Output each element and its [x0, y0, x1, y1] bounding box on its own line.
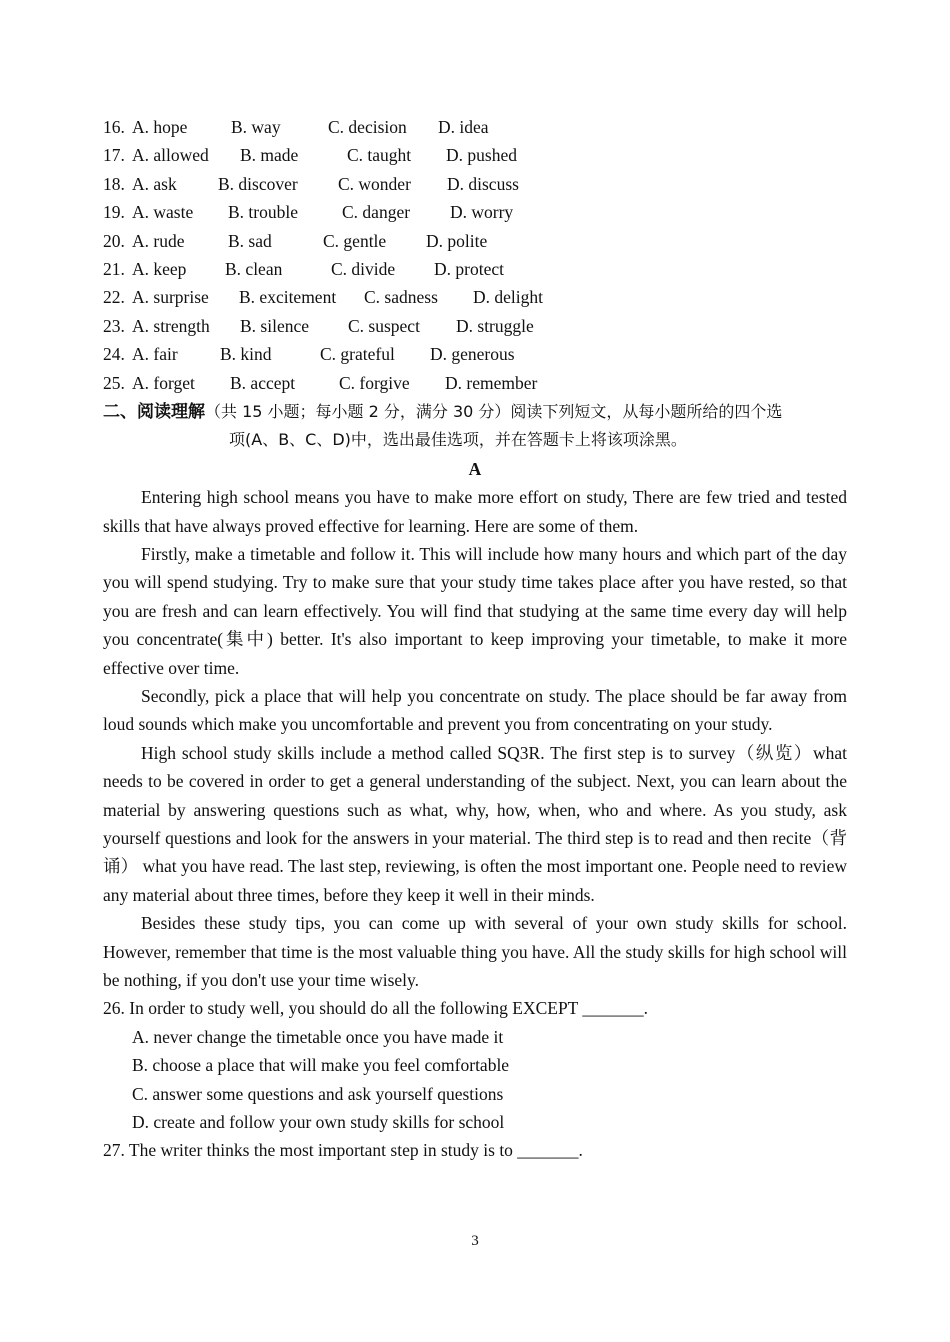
answer-choice-c: C. answer some questions and ask yourself questions	[132, 1083, 504, 1104]
option-row-18	[103, 170, 847, 198]
option-b: B. discover	[218, 173, 298, 194]
option-a: A. forget	[132, 372, 195, 393]
question-27	[103, 1136, 847, 1164]
option-b: B. made	[240, 145, 299, 166]
option-row-17	[103, 141, 847, 169]
answer-choice-d: D. create and follow your own study skills for school	[132, 1112, 505, 1133]
option-a: A. fair	[132, 344, 178, 365]
option-a: A. strength	[132, 315, 210, 336]
option-d: D. worry	[450, 202, 514, 223]
option-c: C. forgive	[339, 372, 410, 393]
option-b: B. accept	[230, 372, 296, 393]
option-d: D. delight	[473, 287, 543, 308]
question-number: 23.	[103, 315, 125, 336]
option-row-21	[103, 255, 847, 283]
passage-title: A	[468, 458, 482, 479]
passage-paragraph: Secondly, pick a place that will help you concentrate on study. The place should be far away from loud sounds which make you uncomfortable and prevent you from concentrating on your study.	[103, 685, 847, 735]
question-number: 20.	[103, 230, 125, 251]
option-c: C. wonder	[338, 173, 411, 194]
option-a: A. waste	[132, 202, 194, 223]
option-a: A. keep	[132, 258, 187, 279]
option-b: B. kind	[220, 344, 272, 365]
passage-paragraph: Besides these study tips, you can come up with several of your own study skills for school. However, remember that time is the most valuable thing you have. All the study skills for high school will be nothing, if you don't use your time wisely.	[103, 913, 847, 991]
option-row-25	[103, 369, 847, 397]
option-d: D. remember	[445, 372, 538, 393]
option-a: A. allowed	[132, 145, 209, 166]
option-row-24	[103, 340, 847, 368]
page-number: 3	[471, 1233, 479, 1249]
question-number: 21.	[103, 258, 125, 279]
question-number: 25.	[103, 372, 125, 393]
option-row-16	[103, 113, 847, 141]
option-d: D. protect	[434, 258, 504, 279]
option-row-20	[103, 227, 847, 255]
option-b: B. trouble	[228, 202, 298, 223]
question-number: 17.	[103, 145, 125, 166]
question-number: 19.	[103, 202, 125, 223]
section-instruction: （共 15 小题；每小题 2 分，满分 30 分）阅读下列短文，从每小题所给的四个选	[205, 401, 783, 421]
option-c: C. decision	[328, 117, 407, 137]
section-instruction-continued: 项(A、B、C、D)中，选出最佳选项，并在答题卡上将该项涂黑。	[229, 430, 687, 450]
option-d: D. discuss	[447, 173, 519, 194]
option-a: A. ask	[132, 173, 177, 194]
question-number: 22.	[103, 287, 125, 308]
answer-choice-a: A. never change the timetable once you have made it	[132, 1026, 504, 1047]
option-d: D. struggle	[456, 315, 534, 336]
option-d: D. idea	[438, 117, 489, 137]
option-c: C. suspect	[348, 315, 420, 336]
option-d: D. pushed	[446, 145, 517, 166]
question-stem: 26. In order to study well, you should do all the following EXCEPT _______.	[103, 998, 649, 1019]
option-c: C. divide	[331, 258, 396, 279]
option-row-19	[103, 198, 847, 226]
cloze-options	[103, 113, 847, 397]
option-a: A. rude	[132, 230, 185, 251]
answer-choice-b: B. choose a place that will make you feel comfortable	[132, 1055, 510, 1076]
exam-page	[103, 113, 847, 1165]
option-b: B. silence	[240, 315, 310, 336]
question-stem: 27. The writer thinks the most important step in study is to _______.	[103, 1140, 583, 1161]
option-d: D. generous	[430, 344, 515, 365]
option-b: B. way	[231, 117, 281, 137]
option-c: C. sadness	[364, 287, 438, 308]
question-26	[103, 994, 847, 1136]
option-c: C. grateful	[320, 344, 395, 365]
passage-paragraph: Entering high school means you have to make more effort on study, There are few tried and tested skills that have always proved effective for learning. Here are some of them.	[103, 487, 847, 536]
option-b: B. excitement	[239, 287, 337, 308]
option-b: B. sad	[228, 230, 272, 251]
option-c: C. gentle	[323, 230, 387, 251]
option-d: D. polite	[426, 230, 488, 251]
option-b: B. clean	[225, 258, 283, 279]
section-heading	[103, 397, 847, 455]
option-c: C. taught	[347, 145, 412, 166]
question-number: 16.	[103, 117, 125, 137]
question-number: 24.	[103, 344, 125, 365]
option-row-23	[103, 312, 847, 340]
passage-paragraph: High school study skills include a method called SQ3R. The first step is to survey（纵览）what needs to be covered in order to get a general understanding of the subject. Next, you can learn about the material by answering questions such as what, why, how, when, who and where. As you study, ask yourself questions and look for the answers in your material. The third step is to read and then recite（背诵） what you have read. The last step, reviewing, is often the most important one. People need to review any material about three times, before they keep it well in their minds.	[103, 742, 847, 905]
passage-paragraph: Firstly, make a timetable and follow it. This will include how many hours and which part of the day you will spend studying. Try to make sure that your study time takes place after you have rested, so that you are fresh and can learn effectively. You will find that studying at the same time every day will help you concentrate(集中) better. It's also important to keep improving your timetable, to make it more effective over time.	[103, 543, 847, 678]
section-title: 二、阅读理解	[103, 401, 205, 422]
question-number: 18.	[103, 173, 125, 194]
option-c: C. danger	[342, 202, 411, 223]
option-row-22	[103, 283, 847, 311]
option-a: A. surprise	[132, 287, 209, 308]
option-a: A. hope	[132, 117, 188, 137]
